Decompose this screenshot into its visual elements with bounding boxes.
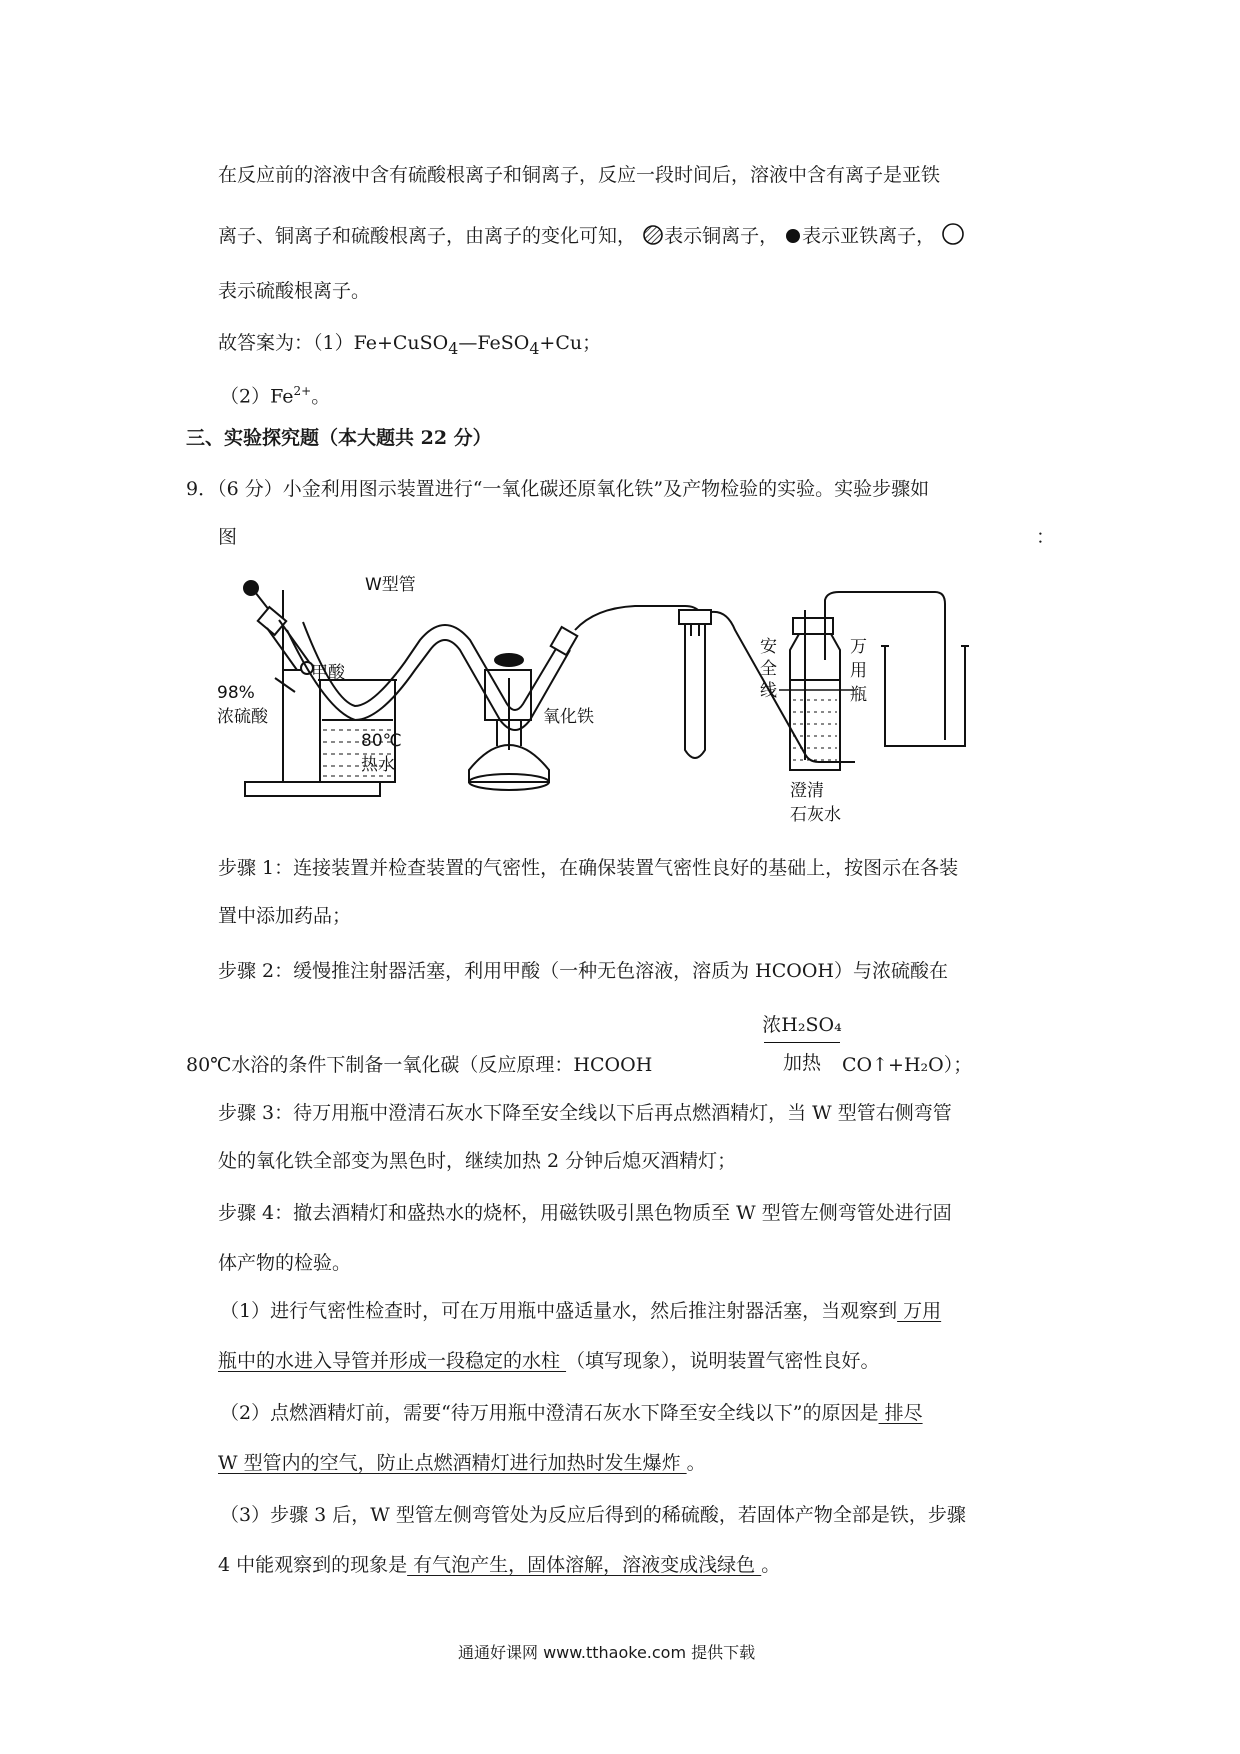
q1-text-a: （1）进行气密性检查时，可在万用瓶中盛适量水，然后推注射器活塞，当观察到	[220, 1300, 898, 1322]
open-circle-icon	[941, 222, 965, 246]
q1-line-a	[220, 1298, 941, 1324]
label-bottle-1: 万	[850, 637, 867, 657]
q1-answer-a: 万用	[897, 1300, 942, 1322]
section-title: 三、实验探究题（本大题共 22 分）	[186, 427, 492, 449]
condition-bottom: 加热	[782, 1052, 821, 1074]
label-limewater-2: 石灰水	[790, 805, 841, 825]
hatched-circle-icon	[642, 224, 664, 246]
label-w-tube: W型管	[365, 575, 416, 595]
answer-2-end: 。	[311, 385, 331, 408]
q2-line-a	[220, 1400, 923, 1426]
label-pct: 98%	[217, 683, 255, 703]
q3-answer: 有气泡产生，固体溶解，溶液变成浅绿色	[407, 1554, 762, 1576]
filled-circle-icon	[784, 227, 802, 245]
label-safety-1: 安	[760, 637, 777, 657]
stand-base	[245, 782, 380, 796]
q2-text-b: 。	[686, 1452, 706, 1474]
label-safety-2: 全	[760, 659, 777, 679]
label-iron-oxide: 氧化铁	[543, 707, 594, 727]
intro-line-2-c: 表示亚铁离子，	[802, 225, 936, 247]
answer-1-sub2: 4	[529, 338, 540, 358]
intro-line-2	[218, 222, 965, 249]
syringe-icon	[244, 581, 309, 670]
step-3-line-a: 步骤 3：待万用瓶中澄清石灰水下降至安全线以下后再点燃酒精灯，当 W 型管右侧弯管	[218, 1102, 952, 1124]
q1-answer-b: 瓶中的水进入导管并形成一段稳定的水柱	[218, 1350, 567, 1372]
answer-1-prefix: 故答案为：（1）Fe+CuSO	[218, 332, 449, 354]
question-9-line-2: 图	[218, 526, 238, 548]
q3-line-a: （3）步骤 3 后，W 型管左侧弯管处为反应后得到的稀硫酸，若固体产物全部是铁，步骤	[220, 1504, 966, 1526]
intro-line-1: 在反应前的溶液中含有硫酸根离子和铜离子，反应一段时间后，溶液中含有离子是亚铁	[218, 164, 941, 186]
condition-top: 浓H₂SO₄	[762, 1014, 842, 1036]
step-2-line-b-pre: 80℃水浴的条件下制备一氧化碳（反应原理：HCOOH	[186, 1054, 653, 1076]
label-formic-acid: 甲酸	[311, 663, 345, 683]
step-3-line-b: 处的氧化铁全部变为黑色时，继续加热 2 分钟后熄灭酒精灯；	[218, 1150, 737, 1172]
answer-line-2	[220, 378, 330, 409]
answer-1-sub1: 4	[448, 338, 459, 358]
answer-2-prefix: （2）Fe	[220, 385, 294, 408]
step-2-line-a: 步骤 2：缓慢推注射器活塞，利用甲酸（一种无色溶液，溶质为 HCOOH）与浓硫酸在	[218, 960, 948, 982]
label-bottle-3: 瓶	[850, 685, 867, 705]
q2-answer-a: 排尽	[878, 1402, 923, 1424]
label-hot-water: 热水	[361, 755, 395, 775]
q1-text-b: （填写现象），说明装置气密性良好。	[566, 1350, 880, 1372]
q2-line-b	[218, 1450, 706, 1476]
reaction-condition	[762, 1010, 842, 1080]
intro-line-2-b: 表示铜离子，	[664, 225, 779, 247]
q2-text-a: （2）点燃酒精灯前，需要“待万用瓶中澄清石灰水下降至安全线以下”的原因是	[220, 1402, 879, 1424]
q3-line-b	[218, 1552, 780, 1578]
q3-text-c: 。	[761, 1554, 781, 1576]
answer-1-end: +Cu；	[539, 332, 602, 354]
answer-1-mid: —FeSO	[458, 332, 530, 354]
intro-line-2-a: 离子、铜离子和硫酸根离子，由离子的变化可知，	[218, 225, 637, 247]
question-9-line-1: 9．（6 分）小金利用图示装置进行“一氧化碳还原氧化铁”及产物检验的实验。实验步骤如	[186, 478, 930, 500]
answer-2-sup: 2+	[293, 384, 312, 398]
label-limewater-1: 澄清	[790, 781, 824, 801]
q3-text-b: 4 中能观察到的现象是	[218, 1554, 408, 1576]
label-safety-3: 线	[760, 681, 777, 701]
step-2-line-b-post: CO↑+H₂O）；	[842, 1054, 973, 1076]
step-1-line-b: 置中添加药品；	[218, 905, 352, 927]
q1-line-b	[218, 1348, 880, 1374]
q2-answer-b: W 型管内的空气，防止点燃酒精灯进行加热时发生爆炸	[218, 1452, 687, 1474]
alcohol-lamp-icon	[469, 654, 549, 790]
step-4-line-b: 体产物的检验。	[218, 1252, 352, 1274]
question-9-colon: ：	[1036, 526, 1056, 548]
test-tube	[679, 610, 711, 758]
label-conc-acid: 浓硫酸	[217, 707, 268, 727]
page-footer: 通通好课网 www.tthaoke.com 提供下载	[458, 1643, 756, 1662]
condition-arrow	[764, 1042, 840, 1043]
empty-beaker	[881, 646, 969, 746]
answer-line-1	[218, 330, 601, 362]
label-bottle-2: 用	[850, 661, 867, 681]
step-4-line-a: 步骤 4：撤去酒精灯和盛热水的烧杯，用磁铁吸引黑色物质至 W 型管左侧弯管处进行固	[218, 1202, 952, 1224]
intro-line-3: 表示硫酸根离子。	[218, 280, 371, 302]
step-1-line-a: 步骤 1：连接装置并检查装置的气密性，在确保装置气密性良好的基础上，按图示在各装	[218, 857, 959, 879]
apparatus-diagram	[215, 570, 1075, 840]
universal-bottle	[779, 610, 855, 770]
label-hot-water-temp: 80℃	[361, 731, 402, 751]
